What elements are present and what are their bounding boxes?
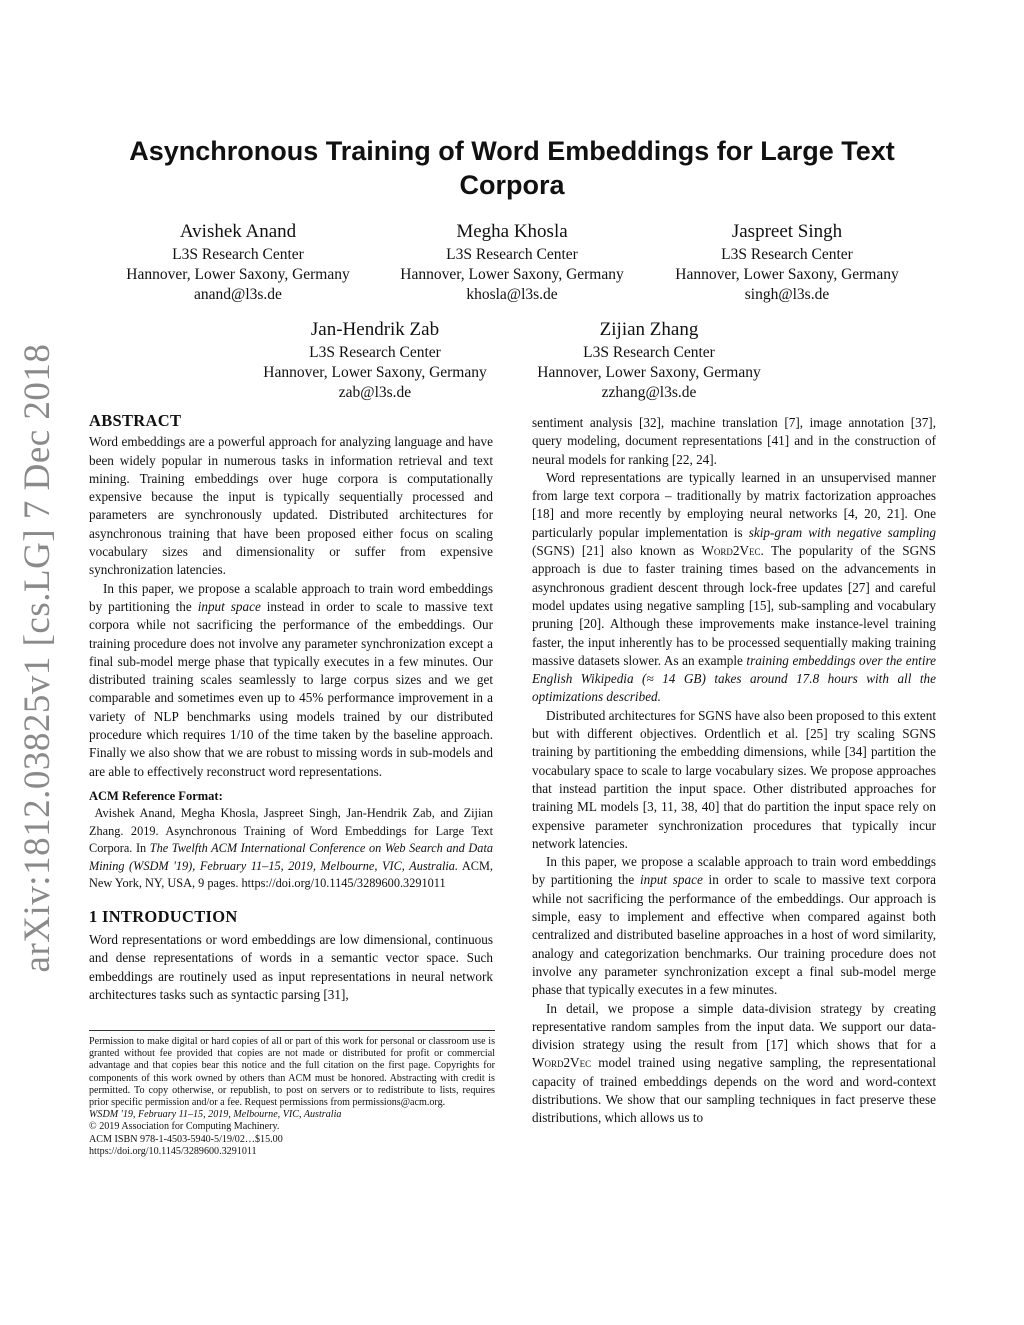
doi-link[interactable]: https://doi.org/10.1145/3289600.3291011 <box>89 1145 257 1157</box>
left-column <box>89 412 493 1004</box>
venue-line: WSDM '19, February 11–15, 2019, Melbourne, VIC, Australia <box>89 1109 342 1121</box>
author-location: Hannover, Lower Saxony, Germany <box>537 364 761 381</box>
body-paragraph: Word representations are typically learned in an unsupervised manner from large text corpora – traditionally by matrix factorization approaches [18] and more recently by employing neural networks [4, 20, 21]. One particularly popular implementation is skip-gram with negative sampling (SGNS) [21] also known as Word2Vec. The popularity of the SGNS approach is due to faster training times based on the advancements in asynchronous gradient descent through lock-free updates [27] and careful model updates using negative sampling [15], sub-sampling and vocabulary pruning [20]. Although these improvements make instance-level training faster, the input inherently has to be processed sequentially making training massive datasets slower. As an example training embeddings over the entire English Wikipedia (≈ 14 GB) takes around 17.8 hours with all the optimizations described. <box>532 469 936 705</box>
author-affiliation: L3S Research Center <box>446 246 578 263</box>
body-paragraph: sentiment analysis [32], machine translation [7], image annotation [37], query modeling, document representations [41] and in the construction of neural models for ranking [22, 24]. <box>532 415 936 467</box>
author-block <box>235 318 515 403</box>
author-affiliation: L3S Research Center <box>172 246 304 263</box>
author-affiliation: L3S Research Center <box>309 344 441 361</box>
acm-reference-text: Avishek Anand, Megha Khosla, Jaspreet Singh, Jan-Hendrik Zab, and Zijian Zhang. 2019. Asynchronous Training of Word Embeddings for Large Text Corpora. In The Twelfth ACM International Conference on Web Search and Data Mining (WSDM '19), February 11–15, 2019, Melbourne, VIC, Australia. ACM, New York, NY, USA, 9 pages. https://doi.org/10.1145/3289600.3291011 <box>89 806 494 891</box>
abstract-heading: ABSTRACT <box>89 411 182 430</box>
author-name: Jaspreet Singh <box>731 221 843 242</box>
author-name: Jan-Hendrik Zab <box>310 319 440 340</box>
isbn-line: ACM ISBN 978-1-4503-5940-5/19/02…$15.00 <box>89 1133 283 1145</box>
author-block <box>509 318 789 403</box>
author-affiliation: L3S Research Center <box>721 246 853 263</box>
right-column <box>532 414 936 1128</box>
body-paragraph: In this paper, we propose a scalable approach to train word embeddings by partitioning the input space in order to scale to massive text corpora while not sacrificing the performance of the embeddings. Our approach is simple, easy to implement and effective when compared against both centralized and distributed baseline approaches in a host of word similarity, analogy and categorization benchmarks. Our training procedure does not involve any parameter synchronization except a final sub-model merge phase that typically executes in a few minutes. <box>532 854 936 998</box>
body-paragraph: Distributed architectures for SGNS have also been proposed to this extent but with different objectives. Ordentlich et al. [25] try scaling SGNS training by partitioning the embedding dimensions, while [34] partition the vocabulary space to scale to large vocabulary sizes. We propose approaches that instead partition the input space. Other distributed approaches for training ML models [3, 11, 38, 40] that do partition the input space rely on expensive parameter synchronization procedures that typically incur network latencies. <box>532 707 936 851</box>
copyright-line: © 2019 Association for Computing Machinery. <box>89 1121 280 1133</box>
author-name: Zijian Zhang <box>599 319 699 340</box>
abstract-paragraph: In this paper, we propose a scalable approach to train word embeddings by partitioning the input space instead in order to scale to massive text corpora while not sacrificing the performance of the embeddings. Our training procedure does not involve any parameter synchronization except a final sub-model merge phase that typically executes in a few minutes. Our distributed training scales seamlessly to large corpus sizes and we get comparable and sometimes even up to 45% performance improvement in a variety of NLP benchmarks using models trained by our distributed procedure which requires 1/10 of the time taken by the baseline approach. Finally we also show that we are robust to missing words in sub-models and are able to effectively reconstruct word representations. <box>89 580 493 779</box>
author-email[interactable]: zab@l3s.de <box>338 384 412 401</box>
arxiv-stamp[interactable]: arXiv:1812.03825v1 [cs.LG] 7 Dec 2018 <box>17 343 58 973</box>
author-email[interactable]: singh@l3s.de <box>744 286 830 303</box>
author-email[interactable]: khosla@l3s.de <box>466 286 558 303</box>
paper-title: Asynchronous Training of Word Embeddings for Large Text Corpora <box>129 136 895 200</box>
author-block <box>372 220 652 305</box>
author-email[interactable]: zzhang@l3s.de <box>601 384 697 401</box>
intro-paragraph: Word representations or word embeddings are low dimensional, continuous and dense representations of words in a semantic vector space. Such embeddings are routinely used as input representations in neural network architectures tasks such as syntactic parsing [31], <box>89 932 493 1002</box>
author-block <box>647 220 927 305</box>
introduction-heading: 1 INTRODUCTION <box>89 906 238 926</box>
acm-reference-heading: ACM Reference Format: <box>89 788 223 803</box>
author-location: Hannover, Lower Saxony, Germany <box>126 266 350 283</box>
author-email[interactable]: anand@l3s.de <box>194 286 282 303</box>
author-affiliation: L3S Research Center <box>583 344 715 361</box>
author-location: Hannover, Lower Saxony, Germany <box>263 364 487 381</box>
abstract-paragraph: Word embeddings are a powerful approach for analyzing language and have been widely popular in numerous tasks in information retrieval and text mining. Training embeddings over huge corpora is computationally expensive because the input is typically sequentially processed and parameters are synchronously updated. Distributed architectures for asynchronous training that have been proposed either focus on scaling vocabulary sizes and dimensionality or suffer from expensive synchronization latencies. <box>89 434 493 578</box>
author-block <box>98 220 378 305</box>
author-name: Avishek Anand <box>179 221 297 242</box>
author-location: Hannover, Lower Saxony, Germany <box>400 266 624 283</box>
author-location: Hannover, Lower Saxony, Germany <box>675 266 899 283</box>
copyright-footnote <box>89 1036 495 1158</box>
author-name: Megha Khosla <box>456 221 568 242</box>
footnote-divider <box>89 1030 495 1031</box>
body-paragraph: In detail, we propose a simple data-division strategy by creating representative random samples from the input data. We support our data-division strategy using the result from [17] which shows that for a Word2Vec model trained using negative sampling, the representational capacity of trained embeddings depends on the word and word-context distributions. We show that our sampling techniques in fact preserve these distributions, which allows us to <box>532 1000 936 1126</box>
permission-notice: Permission to make digital or hard copies of all or part of this work for personal or classroom use is granted without fee provided that copies are not made or distributed for profit or commercial advantage and that copies bear this notice and the full citation on the first page. Copyrights for components of this work owned by others than ACM must be honored. Abstracting with credit is permitted. To copy otherwise, or republish, to post on servers or to redistribute to lists, requires prior specific permission and/or a fee. Request permissions from permissions@acm.org. <box>89 1036 495 1109</box>
